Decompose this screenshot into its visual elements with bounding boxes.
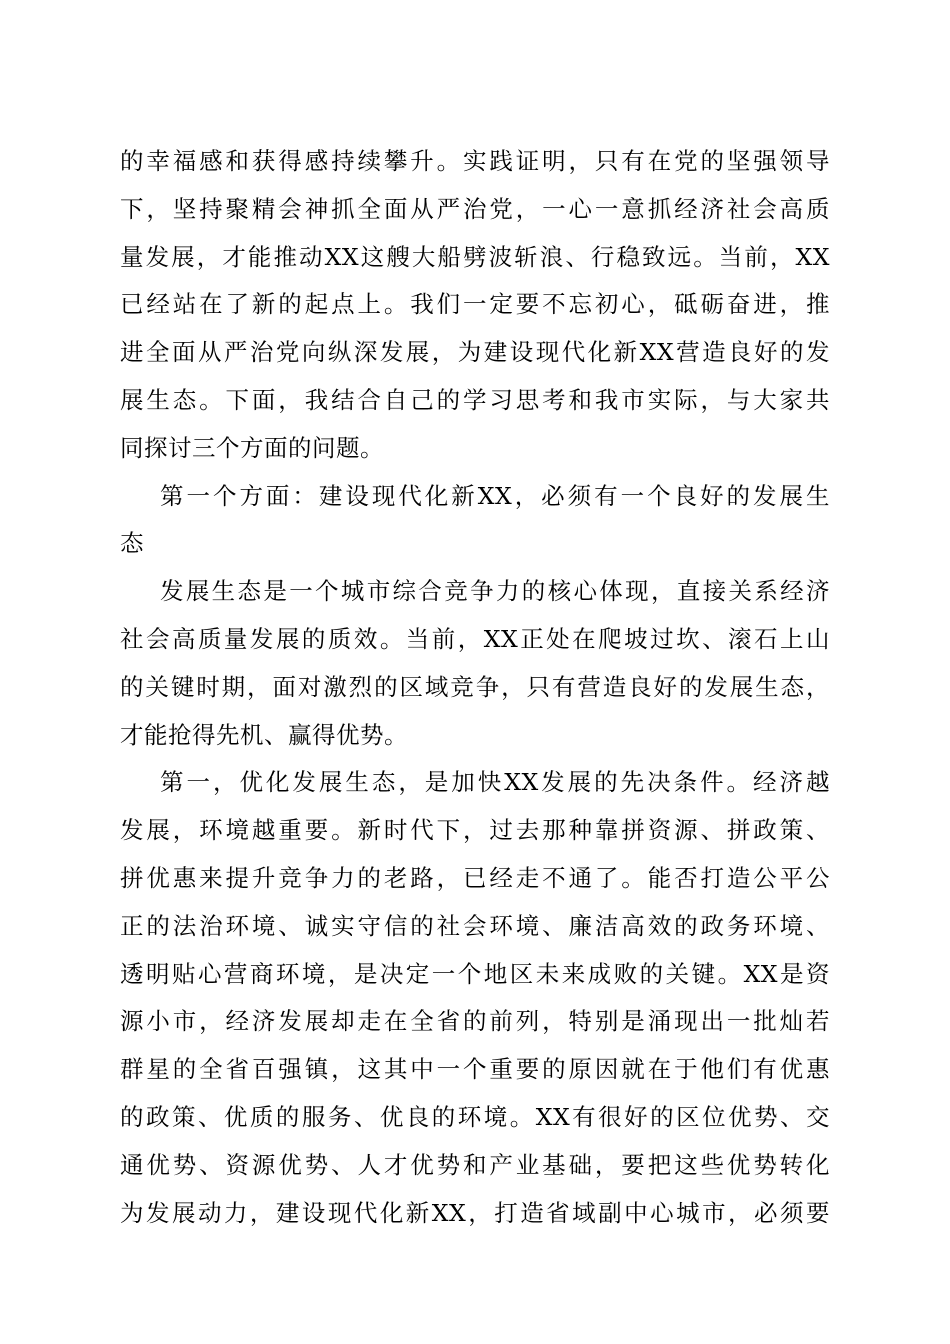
- text-line: 群星的全省百强镇，这其中一个重要的原因就在于他们有优惠: [120, 1055, 830, 1084]
- text-line: 发展，环境越重要。新时代下，过去那种靠拼资源、拼政策、: [120, 816, 830, 845]
- text-line: 透明贴心营商环境，是决定一个地区未来成败的关键。XX是资: [120, 959, 830, 988]
- text-line: 为发展动力，建设现代化新XX，打造省域副中心城市，必须要: [120, 1198, 830, 1227]
- paragraph-intro: [120, 138, 830, 473]
- text-line: 的关键时期，面对激烈的区域竞争，只有营造良好的发展生态，: [120, 672, 830, 701]
- text-line: 量发展，才能推动XX这艘大船劈波斩浪、行稳致远。当前，XX: [120, 242, 830, 271]
- text-line: 正的法治环境、诚实守信的社会环境、廉洁高效的政务环境、: [120, 911, 830, 940]
- text-line: 下，坚持聚精会神抓全面从严治党，一心一意抓经济社会高质: [120, 194, 830, 223]
- paragraph-point-1: [120, 759, 830, 1237]
- text-line: 发展生态是一个城市综合竞争力的核心体现，直接关系经济: [160, 577, 830, 606]
- section-heading: [120, 473, 830, 569]
- text-line: 进全面从严治党向纵深发展，为建设现代化新XX营造良好的发: [120, 338, 830, 367]
- text-line: 社会高质量发展的质效。当前，XX正处在爬坡过坎、滚石上山: [120, 624, 830, 653]
- text-line: 拼优惠来提升竞争力的老路，已经走不通了。能否打造公平公: [120, 863, 830, 892]
- text-line: 源小市，经济发展却走在全省的前列，特别是涌现出一批灿若: [120, 1007, 830, 1036]
- heading-line: 第一个方面：建设现代化新XX，必须有一个良好的发展生: [160, 481, 830, 510]
- text-line: 第一，优化发展生态，是加快XX发展的先决条件。经济越: [160, 768, 830, 797]
- paragraph-section-body: [120, 568, 830, 759]
- document-body: [120, 138, 830, 1237]
- text-line: 通优势、资源优势、人才优势和产业基础，要把这些优势转化: [120, 1150, 830, 1179]
- text-line: 的政策、优质的服务、优良的环境。XX有很好的区位优势、交: [120, 1102, 830, 1131]
- heading-line: 态: [120, 529, 144, 558]
- text-line: 的幸福感和获得感持续攀升。实践证明，只有在党的坚强领导: [120, 147, 830, 175]
- text-line: 才能抢得先机、赢得优势。: [120, 720, 408, 749]
- text-line: 同探讨三个方面的问题。: [120, 433, 384, 462]
- text-line: 已经站在了新的起点上。我们一定要不忘初心，砥砺奋进，推: [120, 290, 830, 319]
- text-line: 展生态。下面，我结合自己的学习思考和我市实际，与大家共: [120, 385, 830, 414]
